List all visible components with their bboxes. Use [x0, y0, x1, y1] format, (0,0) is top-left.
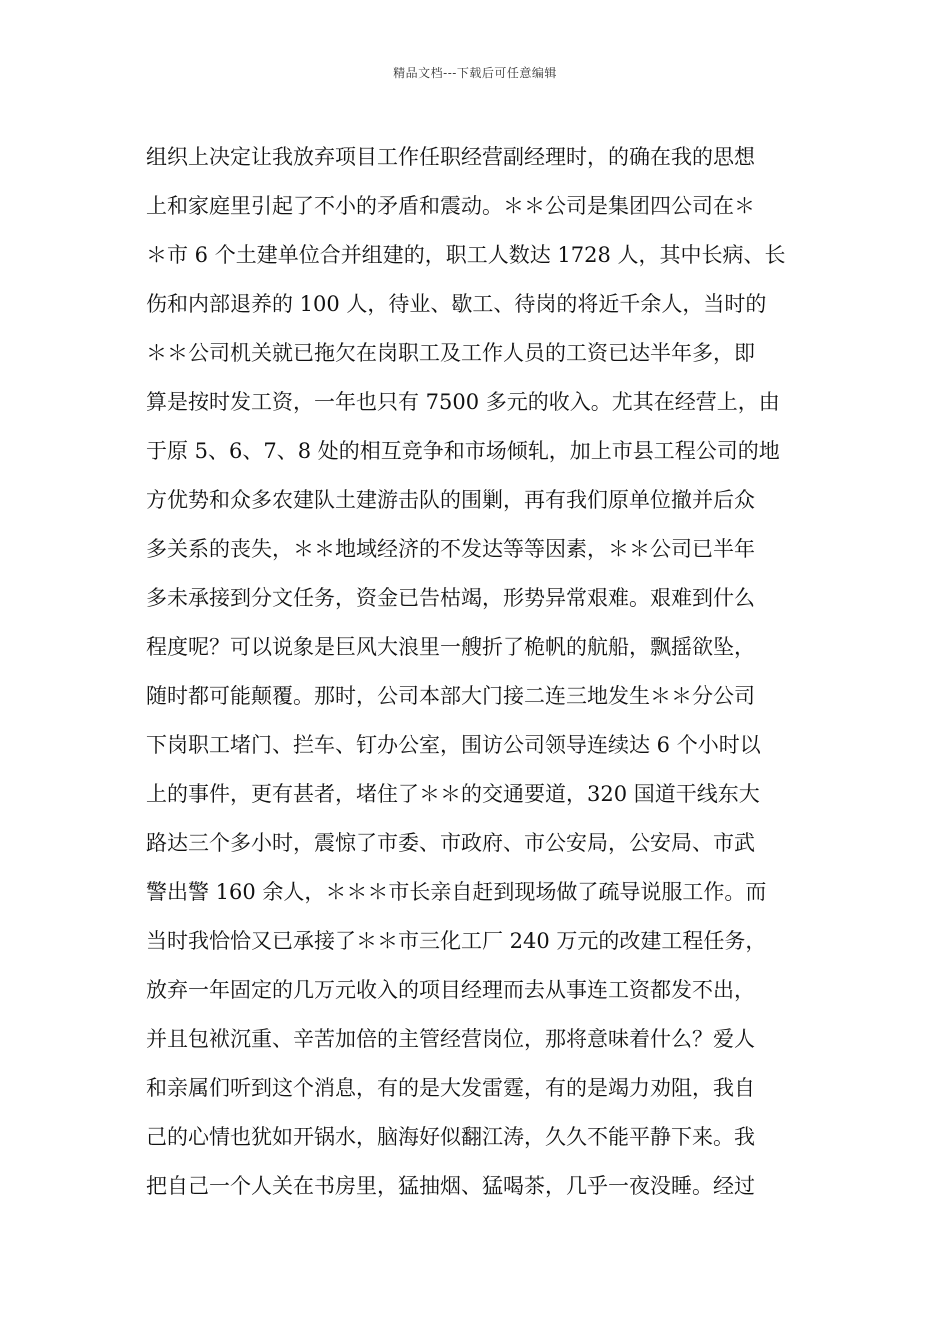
text-line: ＊＊公司机关就已拖欠在岗职工及工作人员的工资已达半年多，即: [146, 341, 755, 365]
text-line: 路达三个多小时，震惊了市委、市政府、市公安局，公安局、市武: [146, 831, 755, 855]
text-line: 随时都可能颠覆。那时，公司本部大门接二连三地发生＊＊分公司: [146, 684, 755, 708]
text-line: 于原 5、6、7、8 处的相互竞争和市场倾轧，加上市县工程公司的地: [146, 439, 780, 463]
text-line: 组织上决定让我放弃项目工作任职经营副经理时，的确在我的思想: [146, 145, 755, 169]
text-line: 当时我恰恰又已承接了＊＊市三化工厂 240 万元的改建工程任务，: [146, 929, 767, 953]
text-line: 己的心情也犹如开锅水，脑海好似翻江涛，久久不能平静下来。我: [146, 1125, 755, 1149]
text-line: 多关系的丧失，＊＊地域经济的不发达等等因素，＊＊公司已半年: [146, 537, 755, 561]
text-line: 放弃一年固定的几万元收入的项目经理而去从事连工资都发不出，: [146, 978, 755, 1002]
text-line: 警出警 160 余人，＊＊＊市长亲自赶到现场做了疏导说服工作。而: [146, 880, 767, 904]
text-line: 把自己一个人关在书房里，猛抽烟、猛喝茶，几乎一夜没睡。经过: [146, 1174, 755, 1198]
text-line: 程度呢？可以说象是巨风大浪里一艘折了桅帆的航船，飘摇欲坠，: [146, 635, 755, 659]
text-line: 和亲属们听到这个消息，有的是大发雷霆，有的是竭力劝阻，我自: [146, 1076, 755, 1100]
text-line: 并且包袱沉重、辛苦加倍的主管经营岗位，那将意味着什么？爱人: [146, 1027, 755, 1051]
body-text: [146, 133, 816, 1211]
text-line: 上和家庭里引起了不小的矛盾和震动。＊＊公司是集团四公司在＊: [146, 194, 755, 218]
text-line: 上的事件，更有甚者，堵住了＊＊的交通要道，320 国道干线东大: [146, 782, 760, 806]
text-line: 多未承接到分文任务，资金已告枯竭，形势异常艰难。艰难到什么: [146, 586, 755, 610]
page-header: 精品文档---下载后可任意编辑: [393, 66, 557, 80]
text-line: 伤和内部退养的 100 人，待业、歇工、待岗的将近千余人，当时的: [146, 292, 767, 316]
text-line: 算是按时发工资，一年也只有 7500 多元的收入。尤其在经营上，由: [146, 390, 780, 414]
text-line: ＊市 6 个土建单位合并组建的，职工人数达 1728 人，其中长病、长: [146, 243, 786, 267]
text-line: 下岗职工堵门、拦车、钉办公室，围访公司领导连续达 6 个小时以: [146, 733, 761, 757]
text-line: 方优势和众多农建队土建游击队的围剿，再有我们原单位撤并后众: [146, 488, 755, 512]
